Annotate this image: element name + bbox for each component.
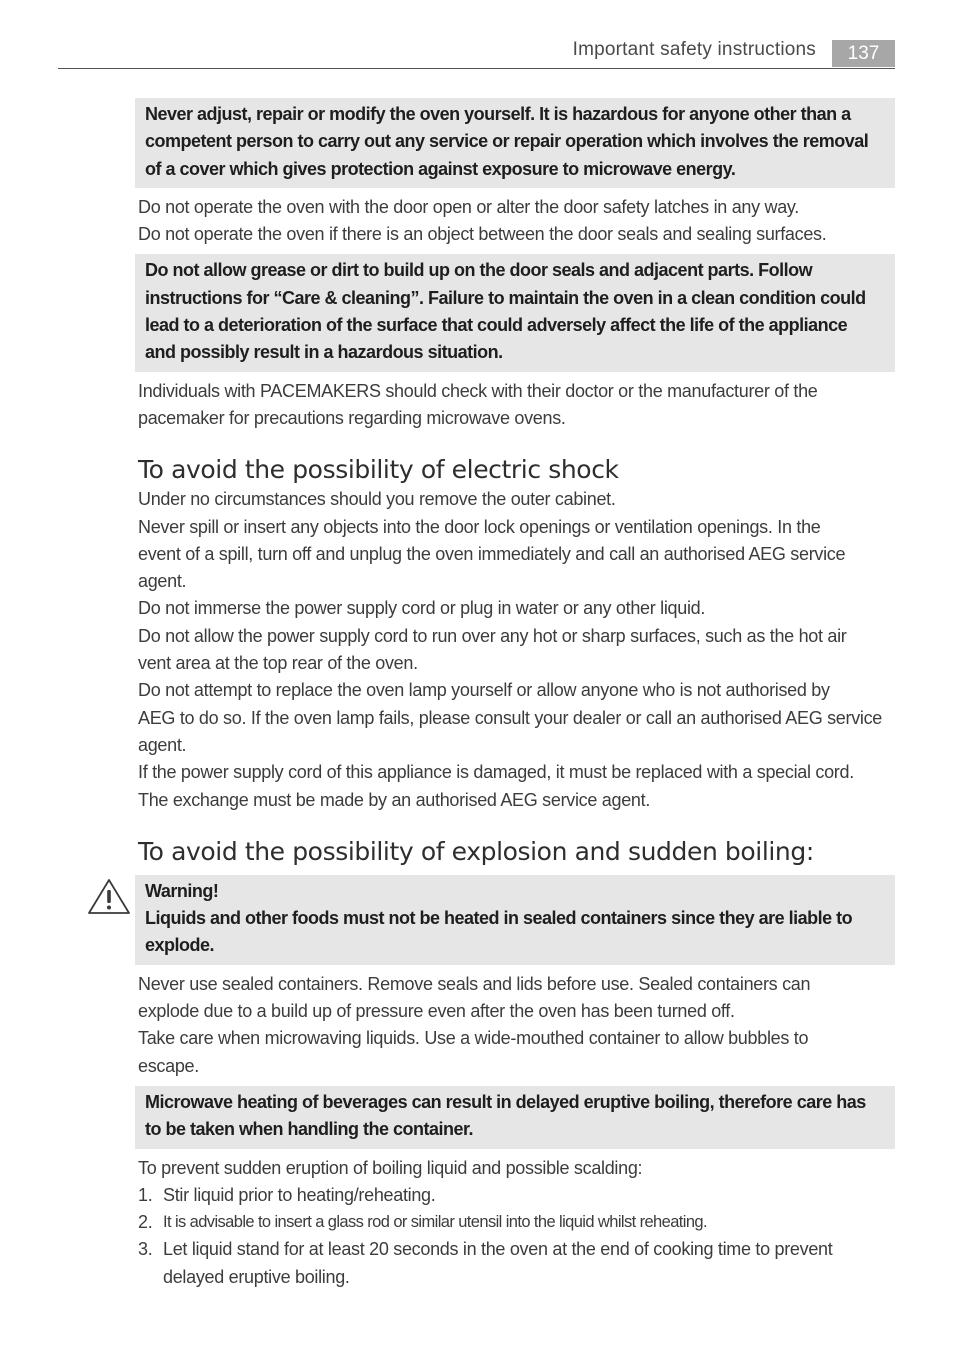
text-line: competent person to carry out any service or repair operation which involves the removal	[145, 131, 869, 152]
paragraph-pacemakers	[138, 378, 895, 433]
text-line: Never adjust, repair or modify the oven yourself. It is hazardous for anyone other than a	[145, 104, 851, 124]
text-line: of a cover which gives protection against exposure to microwave energy.	[145, 158, 736, 179]
notice-box-grease	[135, 254, 895, 371]
text-line: Do not operate the oven if there is an object between the door seals and sealing surfaces.	[138, 224, 827, 245]
heading-explosion-boiling: To avoid the possibility of explosion and sudden boiling:	[138, 836, 814, 866]
text-line: explode.	[145, 935, 215, 956]
list-item	[138, 1236, 895, 1291]
warning-block	[138, 875, 895, 965]
text-line: Do not attempt to replace the oven lamp yourself or allow anyone who is not authorised by	[138, 680, 830, 701]
paragraph-door	[138, 194, 895, 249]
text-line: instructions for “Care & cleaning”. Failure to maintain the oven in a clean condition could	[145, 287, 866, 308]
heading-electric-shock: To avoid the possibility of electric shock	[138, 455, 619, 485]
text-line: If the power supply cord of this appliance is damaged, it must be replaced with a special cord.	[138, 762, 854, 783]
text-line: and possibly result in a hazardous situation.	[145, 342, 503, 363]
text-line: explode due to a build up of pressure even after the oven has been turned off.	[138, 1001, 735, 1022]
scalding-prevention	[138, 1155, 895, 1291]
header-divider	[58, 68, 895, 69]
text-line: agent.	[138, 571, 187, 592]
section-electric-shock-body	[138, 486, 895, 814]
text-line: event of a spill, turn off and unplug the oven immediately and call an authorised AEG service	[138, 543, 846, 564]
list-number: 1.	[138, 1184, 153, 1205]
text-line: Individuals with PACEMAKERS should check with their doctor or the manufacturer of the	[138, 380, 818, 401]
text-line: Do not allow grease or dirt to build up on the door seals and adjacent parts. Follow	[145, 260, 813, 281]
text-line: lead to a deterioration of the surface that could adversely affect the life of the appliance	[145, 315, 848, 336]
paragraph-sealed-containers	[138, 971, 895, 1080]
text-line: Never use sealed containers. Remove seals and lids before use. Sealed containers can	[138, 973, 811, 994]
text-line: agent.	[138, 734, 187, 755]
list-item	[138, 1209, 895, 1236]
text-line: escape.	[138, 1055, 199, 1076]
text-line: The exchange must be made by an authorised AEG service agent.	[138, 789, 651, 810]
text-line: Microwave heating of beverages can result in delayed eruptive boiling, therefore care has	[145, 1091, 866, 1112]
warning-triangle-icon	[87, 878, 131, 916]
text-line: Liquids and other foods must not be heated in sealed containers since they are liable to	[145, 908, 853, 929]
notice-box-repair	[135, 98, 895, 188]
text-line: to be taken when handling the container.	[145, 1119, 474, 1140]
text-line: Under no circumstances should you remove the outer cabinet.	[138, 489, 616, 510]
list-text: Stir liquid prior to heating/reheating.	[163, 1184, 436, 1205]
list-intro: To prevent sudden eruption of boiling liquid and possible scalding:	[138, 1157, 643, 1178]
warning-box	[135, 875, 895, 965]
page-number: 137	[832, 40, 895, 67]
notice-box-beverages	[135, 1086, 895, 1149]
list-text: delayed eruptive boiling.	[163, 1266, 350, 1287]
text-line: Never spill or insert any objects into the door lock openings or ventilation openings. In the	[138, 516, 821, 537]
text-line: AEG to do so. If the oven lamp fails, please consult your dealer or call an authorised AEG service	[138, 707, 883, 728]
running-header-title: Important safety instructions	[572, 39, 816, 60]
page-content	[138, 98, 895, 1291]
warning-title: Warning!	[145, 880, 219, 901]
text-line: Do not operate the oven with the door open or alter the door safety latches in any way.	[138, 196, 799, 217]
list-number: 3.	[138, 1239, 153, 1260]
text-line: pacemaker for precautions regarding microwave ovens.	[138, 407, 566, 428]
list-text: Let liquid stand for at least 20 seconds in the oven at the end of cooking time to prevent	[163, 1239, 833, 1260]
text-line: vent area at the top rear of the oven.	[138, 653, 418, 674]
text-line: Take care when microwaving liquids. Use a wide-mouthed container to allow bubbles to	[138, 1028, 809, 1049]
list-text: It is advisable to insert a glass rod or similar utensil into the liquid whilst reheating.	[163, 1213, 707, 1232]
list-item	[138, 1182, 895, 1209]
list-number: 2.	[138, 1212, 153, 1233]
text-line: Do not allow the power supply cord to run over any hot or sharp surfaces, such as the hot air	[138, 625, 847, 646]
text-line: Do not immerse the power supply cord or plug in water or any other liquid.	[138, 598, 706, 619]
